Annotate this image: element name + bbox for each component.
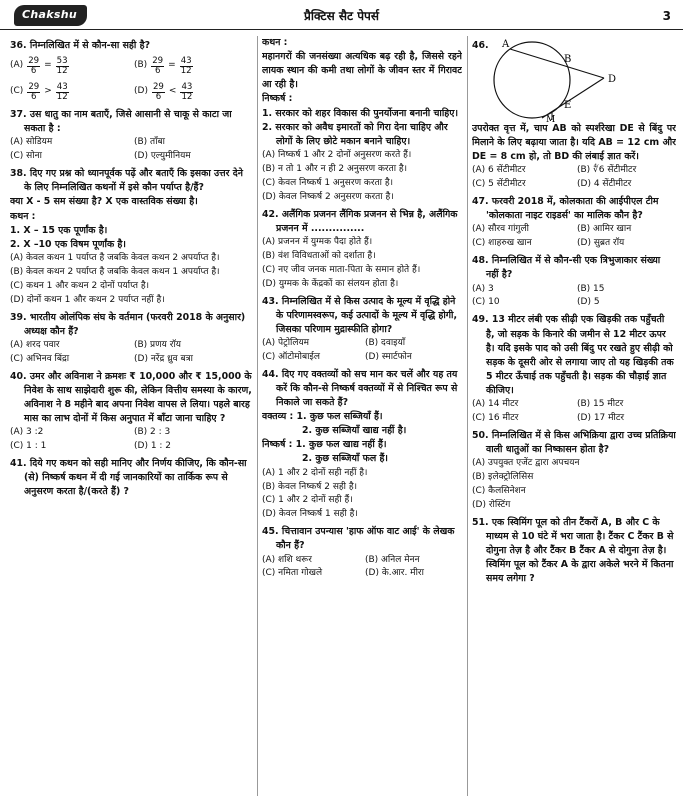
option: (C) 29 6 > 43 12 bbox=[10, 81, 68, 102]
option: (C) नए जीव जनक माता-पिता के समान होते हैं। bbox=[262, 264, 421, 275]
option: (C) 1 और 2 दोनों सही हैं। bbox=[262, 495, 353, 506]
question-subtext: क्या X - 5 सम संख्या है? X एक वास्तविक संख्या है। bbox=[10, 196, 198, 208]
option: (C) कथन 1 और कथन 2 दोनों पर्याप्त है। bbox=[10, 280, 150, 291]
options bbox=[472, 283, 676, 311]
statement-heading: कथन : bbox=[10, 210, 36, 222]
circle-tangent-diagram bbox=[472, 36, 676, 122]
option: (D) केवल निष्कर्ष 1 सही है। bbox=[262, 509, 358, 520]
question-50: 50. निम्नलिखित में से किस अभिक्रिया द्वारा उच्च प्रतिक्रिया वाली धातुओं का निष्कासन होता है? bbox=[472, 429, 676, 456]
question-38: 38. दिए गए प्रश्न को ध्यानपूर्वक पढ़ें और बताएँ कि इसका उत्तर देने के लिए निम्नलिखित कथनों में इसे कौन पर्याप्त है/हैं? bbox=[10, 168, 243, 194]
option: (C) 5 सेंटीमीटर bbox=[472, 179, 526, 190]
question-41: 41. दिये गए कथन को सही मानिए और निर्णय कीजिए, कि कौन-सा (से) निष्कर्ष कथन में दी गई जानकारियों का तार्किक रूप से अनुसरण करता है/(करते हैं) ? bbox=[10, 458, 247, 498]
question-44: 44. दिए गए वक्तव्यों को सच मान कर चलें और यह तय करें कि कौन-से निष्कर्ष वक्तव्यों में से निश्चित रूप से निकाले जा सकते हैं? bbox=[262, 368, 458, 409]
question-48: 48. निम्नलिखित में से कौन-सी एक त्रिभुजाकार संख्या नहीं है? bbox=[472, 255, 661, 281]
option: (B) 2 : 3 bbox=[134, 427, 171, 438]
question-45: 45. चित्तावान उपन्यास 'हाफ ऑफ वाट आई' के लेखक कौन हैं? bbox=[262, 526, 455, 552]
option: (D) के.आर. मीरा bbox=[365, 568, 424, 579]
options bbox=[10, 136, 252, 164]
option: (B) वंश विविधताओं को दर्शाता है। bbox=[262, 250, 376, 261]
conclusion: 1. सरकार को शहर विकास की पुनर्योजना बनानी चाहिए। bbox=[262, 107, 459, 119]
option: (A) सौरव गांगुली bbox=[472, 224, 529, 235]
statements: वक्तव्य : 1. कुछ फल सब्जियाँ हैं। bbox=[262, 411, 383, 423]
point-label-e: E bbox=[564, 100, 572, 111]
option: (A) निष्कर्ष 1 और 2 दोनों अनुसरण करते हैं। bbox=[262, 149, 412, 160]
option: (D) रोस्टिंग bbox=[472, 499, 511, 510]
options bbox=[262, 467, 462, 523]
option: (B) केवल निष्कर्ष 2 सही है। bbox=[262, 481, 358, 492]
statement-heading: कथन : bbox=[262, 37, 288, 48]
option: (A) केवल कथन 1 पर्याप्त है जबकि केवल कथन 2 अपर्याप्त है। bbox=[10, 252, 220, 263]
statement: महानगरों की जनसंख्या अत्यधिक बढ़ रही है, जिससे रहने लायक स्थान की कमी तथा लोगों के जीवन स्तर में गिरावट आ रही है। bbox=[262, 51, 462, 91]
page-number: 3 bbox=[662, 9, 671, 23]
option: (C) अभिनव बिंद्रा bbox=[10, 353, 70, 364]
option: (D) नरेंद्र ध्रुव बत्रा bbox=[134, 353, 193, 364]
options bbox=[472, 457, 676, 513]
column-divider bbox=[257, 36, 258, 796]
option: (A) उपयुक्त एजेंट द्वारा अपचयन bbox=[472, 458, 580, 469]
question-40: 40. उमर और अविनाश ने क्रमशः ₹ 10,000 और ₹ 15,000 के निवेश के साथ साझेदारी शुरू की, लेकिन वित्तीय समस्या के कारण, अविनाश ने 8 महीने बाद अपना निवेश वापस ले लिया। पहले बारह मास का लाभ दोनों में किस अनुपात में बाँटा जाना चाहिए ? bbox=[10, 370, 252, 425]
question-49: 49. 13 मीटर लंबी एक सीढ़ी एक खिड़की तक पहुँचती है, जो सड़क के किनारे की जमीन से 12 मीटर ऊपर है। यदि इसके पाद को उसी बिंदु पर रखते हुए सीढ़ी को सड़क के दूसरी ओर से लगाया जाए तो यह खिड़की तक 5 मीटर ऊँचाई तक पहुँचती है। सड़क की चौड़ाई ज्ञात कीजिए। bbox=[472, 314, 674, 396]
statement: 2. कुछ सब्जियाँ खाद्य नहीं है। bbox=[302, 425, 407, 437]
statement: 2. X –10 एक विषम पूर्णांक है। bbox=[10, 238, 126, 250]
question-46-figure bbox=[472, 36, 676, 122]
conclusion: 2. कुछ सब्जियाँ फल हैं। bbox=[302, 453, 388, 465]
question-text: निम्नलिखित में से कौन-सा सही है? bbox=[29, 40, 151, 51]
circle bbox=[494, 42, 570, 118]
question-51: 51. एक स्विमिंग पूल को तीन टैंकरों A, B और C के माध्यम से 10 घंटे में भरा जाता है। टैंकर C टैंकर B से दोगुना तेज़ है और टैंकर B टैंकर A से दोगुना तेज़ है। स्विमिंग पूल को टैंकर A के द्वारा अकेले भरने में कितना समय लगेगा ? bbox=[472, 516, 674, 585]
option: (B) $\frac{29}{6}$ = $\frac{43}{12}$ bbox=[134, 55, 192, 76]
column-2 bbox=[262, 36, 462, 796]
option: (C) कैलसिनेशन bbox=[472, 486, 526, 497]
options bbox=[262, 554, 462, 582]
page-header bbox=[0, 0, 683, 30]
point-label-d: D bbox=[608, 74, 617, 85]
option: (C) केवल निष्कर्ष 1 अनुसरण करता है। bbox=[262, 177, 394, 188]
point-label-b: B bbox=[564, 54, 572, 65]
option: (B) 15 मीटर bbox=[577, 399, 624, 410]
option: (B) आमिर खान bbox=[577, 224, 632, 235]
option: (D) 17 मीटर bbox=[577, 412, 625, 423]
option: (D) स्मार्टफोन bbox=[365, 351, 412, 362]
option: (D) एल्युमीनियम bbox=[134, 151, 191, 162]
options bbox=[10, 426, 252, 454]
option: (B) ताँबा bbox=[134, 137, 165, 148]
option: (A) 1 और 2 दोनों सही नहीं है। bbox=[262, 467, 368, 478]
option: (A) 3 bbox=[472, 283, 494, 294]
option: (C) 10 bbox=[472, 297, 500, 308]
statement: 1. X – 15 एक पूर्णांक है। bbox=[10, 224, 108, 236]
point-label-m: M bbox=[546, 115, 556, 122]
question-number: 46. bbox=[472, 40, 489, 51]
secant-line bbox=[510, 49, 604, 78]
point-label-a: A bbox=[502, 39, 510, 50]
question-42: 42. अलैंगिक प्रजनन लैंगिक प्रजनन से भिन्न है, अलैंगिक प्रजनन में ............... bbox=[262, 208, 458, 234]
option: (B) न तो 1 और न ही 2 अनुसरण करता है। bbox=[262, 163, 408, 174]
option: (A) शशि थरूर bbox=[262, 554, 312, 565]
question-39: 39. भारतीय ओलंपिक संघ के वर्तमान (फरवरी 2018 के अनुसार) अध्यक्ष कौन हैं? bbox=[10, 311, 246, 337]
option: (B) अनिल मेनन bbox=[365, 554, 420, 565]
option: (D) केवल निष्कर्ष 2 अनुसरण करता है। bbox=[262, 191, 394, 202]
conclusion-heading: निष्कर्ष : bbox=[262, 93, 293, 105]
options bbox=[10, 339, 252, 367]
option: (B) दवाइयाँ bbox=[365, 337, 406, 348]
option: (B) प्रणय रॉय bbox=[134, 339, 181, 350]
option: (C) सोना bbox=[10, 151, 42, 162]
options bbox=[10, 252, 252, 308]
column-3 bbox=[472, 36, 676, 796]
option: (A) 14 मीटर bbox=[472, 399, 519, 410]
options bbox=[10, 53, 252, 105]
option: (D) 1 : 2 bbox=[134, 441, 172, 452]
question-number: 36. bbox=[10, 40, 27, 51]
options bbox=[262, 236, 462, 292]
option: (A) शरद पवार bbox=[10, 339, 60, 350]
options bbox=[472, 223, 676, 251]
question-36 bbox=[10, 39, 252, 53]
option: (B) केवल कथन 2 पर्याप्त है जबकि केवल कथन 1 अपर्याप्त है। bbox=[10, 266, 220, 277]
option: (C) 16 मीटर bbox=[472, 412, 519, 423]
publisher-logo: Chakshu bbox=[14, 5, 87, 26]
tangent-line bbox=[542, 78, 604, 118]
question-47: 47. फरवरी 2018 में, कोलकाता की आईपीएल टीम 'कोलकाता नाइट राइडर्स' का मालिक कौन है? bbox=[472, 196, 659, 222]
options bbox=[472, 164, 676, 192]
header-title: प्रैक्टिस सैट पेपर्स bbox=[304, 9, 379, 23]
option: (D) 5 bbox=[577, 297, 600, 308]
option: (B) ∜6 सेंटीमीटर bbox=[577, 165, 637, 176]
conclusion: 2. सरकार को अवैध इमारतों को गिरा देना चाहिए और लोगों के लिए छोटे मकान बनाने चाहिए। bbox=[262, 121, 448, 147]
column-1 bbox=[10, 36, 252, 796]
option: (C) शाहरुख खान bbox=[472, 238, 532, 249]
option: (C) 1 : 1 bbox=[10, 441, 47, 452]
option: (A) $\frac{29}{6}$ = $\frac{53}{12}$ bbox=[10, 55, 68, 76]
option: (C) नमिता गोखले bbox=[262, 568, 323, 579]
question-37: 37. उस धातु का नाम बताएँ, जिसे आसानी से चाकू से काटा जा सकता है : bbox=[10, 109, 232, 135]
option: (B) इलेक्ट्रोलिसिस bbox=[472, 472, 534, 483]
options bbox=[472, 398, 676, 426]
question-46-text: उपरोक्त वृत्त में, चाप AB को स्पर्शरेखा DE से बिंदु पर मिलाने के लिए बढ़ाया जाता है। यदि AB = 12 cm और DE = 8 cm हो, तो BD की लंबाई ज्ञात करें। bbox=[472, 123, 676, 163]
column-divider bbox=[467, 36, 468, 796]
option: (B) 15 bbox=[577, 283, 605, 294]
option: (A) सोडियम bbox=[10, 137, 53, 148]
option: (D) युग्मक के केंद्रकों का संलयन होता है। bbox=[262, 278, 399, 289]
option: (A) 6 सेंटीमीटर bbox=[472, 165, 526, 176]
option: (A) पेट्रोलियम bbox=[262, 337, 310, 348]
options bbox=[262, 149, 462, 205]
conclusions: निष्कर्ष : 1. कुछ फल खाद्य नहीं हैं। bbox=[262, 439, 387, 451]
option: (A) 3 :2 bbox=[10, 427, 44, 438]
option: (D) 29 6 < 43 12 bbox=[134, 81, 193, 102]
option: (D) 4 सेंटीमीटर bbox=[577, 179, 632, 190]
options bbox=[262, 337, 462, 365]
option: (D) सुब्रत रॉय bbox=[577, 238, 625, 249]
option: (D) दोनों कथन 1 और कथन 2 पर्याप्त नहीं है। bbox=[10, 294, 165, 305]
question-43: 43. निम्नलिखित में से किस उत्पाद के मूल्य में वृद्धि होने के परिणामस्वरूप, कई उत्पादों के मूल्य में वृद्धि होगी, जिसका परिणाम मुद्रास्फीति होगा? bbox=[262, 295, 458, 335]
option: (C) ऑटोमोबाईल bbox=[262, 351, 320, 362]
option: (A) प्रजनन में युग्मक पैदा होते हैं। bbox=[262, 236, 373, 247]
